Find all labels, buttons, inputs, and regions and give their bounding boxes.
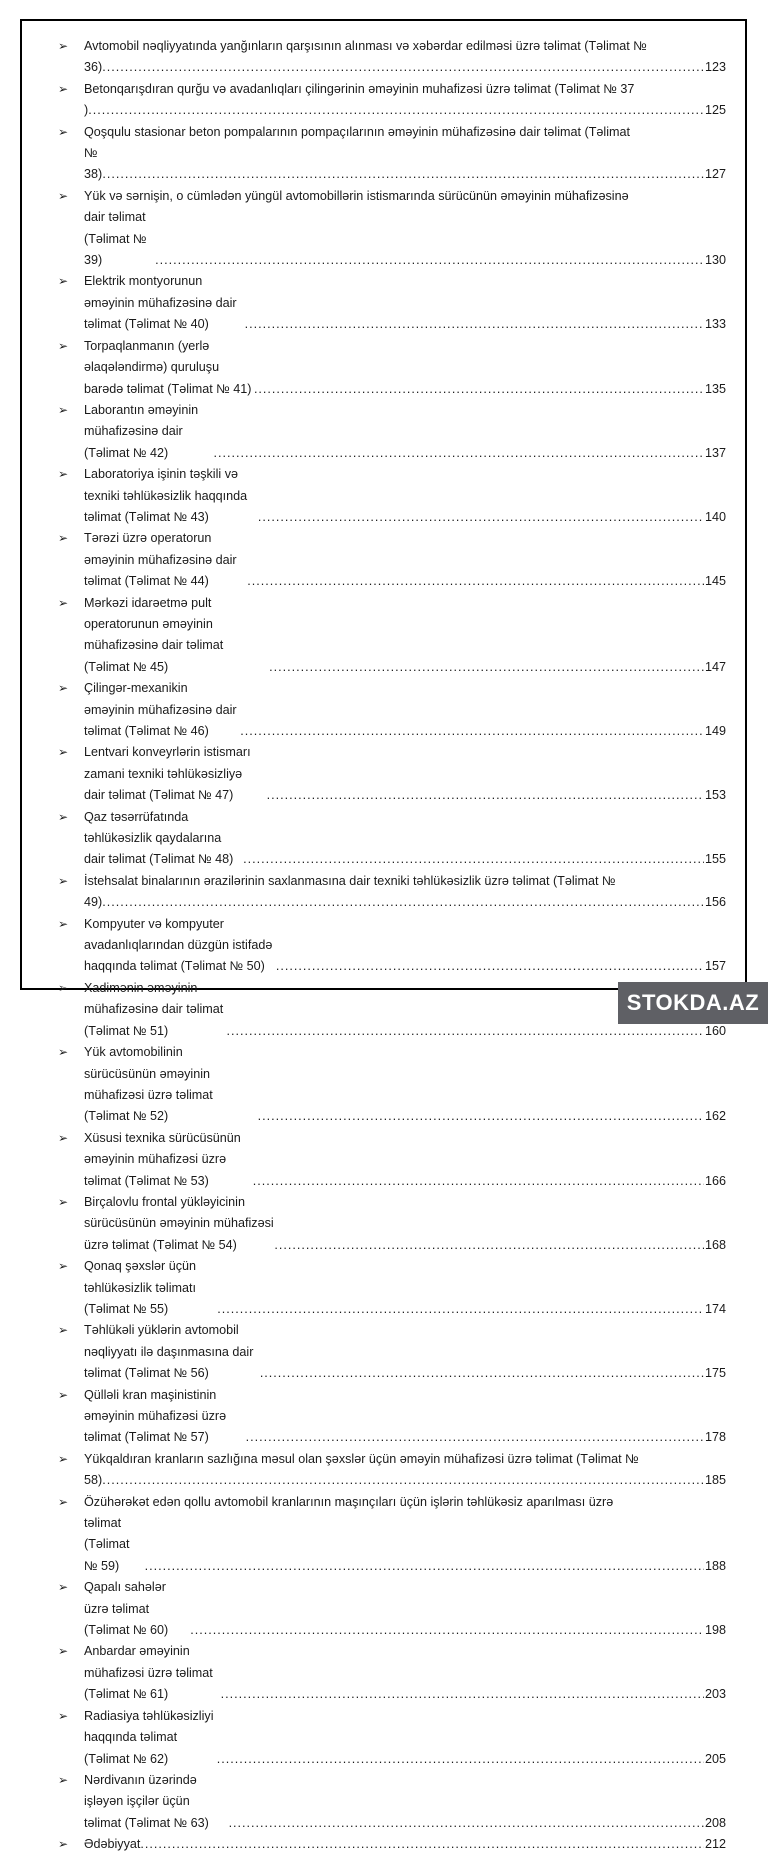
toc-entry-title-line1: Özühərəkət edən qollu avtomobil kranlarının maşınçıları üçün işlərin təhlükəsiz aparılması üzrə bbox=[84, 1494, 614, 1509]
arrow-bullet-icon: ➢ bbox=[58, 1708, 69, 1723]
arrow-bullet-icon: ➢ bbox=[58, 916, 69, 931]
toc-entry-title: Xadimənin əməyinin mühafizəsinə dair təlimat (Təlimat № 51) bbox=[84, 980, 224, 1038]
toc-entry-title: Ədəbiyyat bbox=[84, 1837, 141, 1852]
arrow-bullet-icon: ➢ bbox=[58, 873, 69, 888]
toc-page-number: 125 bbox=[704, 103, 726, 118]
toc-page-number: 157 bbox=[704, 959, 726, 974]
toc-entry-title: Tərəzi üzrə operatorun əməyinin mühafizəsinə dair təlimat (Təlimat № 44) bbox=[84, 531, 237, 589]
toc-entry-title-line1: Betonqarışdıran qurğu və avadanlıqları çilingərinin əməyinin muhafizəsi üzrə təlimat (Təlimat № 37 bbox=[84, 81, 635, 96]
dot-leader bbox=[274, 1235, 704, 1256]
toc-entry[interactable] bbox=[58, 1706, 726, 1770]
toc-page-number: 140 bbox=[704, 509, 726, 524]
arrow-bullet-icon: ➢ bbox=[58, 1387, 69, 1402]
toc-entry-title: 58) bbox=[84, 1473, 103, 1488]
arrow-bullet-icon: ➢ bbox=[58, 467, 69, 482]
toc-entry[interactable] bbox=[58, 336, 726, 400]
toc-entry-title: Qülləli kran maşinistinin əməyinin mühafizəsi üzrə təlimat (Təlimat № 57) bbox=[84, 1387, 227, 1445]
dot-leader bbox=[269, 657, 704, 678]
dot-leader bbox=[253, 1171, 704, 1192]
toc-page-number: 185 bbox=[704, 1473, 726, 1488]
dot-leader bbox=[155, 250, 704, 271]
arrow-bullet-icon: ➢ bbox=[58, 1045, 69, 1060]
arrow-bullet-icon: ➢ bbox=[58, 1130, 69, 1145]
dot-leader bbox=[260, 1363, 704, 1384]
toc-entry[interactable] bbox=[58, 186, 726, 272]
dot-leader bbox=[240, 721, 704, 742]
toc-entry-title-line1: Qoşqulu stasionar beton pompalarının pompaçılarının əməyinin mühafizəsinə dair təlimat (Təlimat bbox=[84, 124, 631, 139]
toc-page-number: 203 bbox=[704, 1687, 726, 1702]
arrow-bullet-icon: ➢ bbox=[58, 531, 69, 546]
dot-leader bbox=[88, 100, 704, 121]
toc-entry-title: Lentvari konveyrlərin istismarı zamani texniki təhlükəsizliyə dair təlimat (Təlimat № 47) bbox=[84, 745, 251, 803]
toc-entry-title: təlimat (Təlimat № 59) bbox=[84, 1516, 130, 1573]
toc-entry[interactable] bbox=[58, 1834, 726, 1855]
toc-entry[interactable] bbox=[58, 914, 726, 978]
dot-leader bbox=[258, 507, 704, 528]
arrow-bullet-icon: ➢ bbox=[58, 274, 69, 289]
dot-leader bbox=[102, 1470, 704, 1491]
toc-page-number: 208 bbox=[704, 1815, 726, 1830]
toc-entry[interactable] bbox=[58, 742, 726, 806]
toc-page-number: 178 bbox=[704, 1430, 726, 1445]
toc-page-number: 212 bbox=[704, 1837, 726, 1852]
toc-page-number: 166 bbox=[704, 1173, 726, 1188]
dot-leader bbox=[217, 1299, 704, 1320]
toc-page-number: 168 bbox=[704, 1237, 726, 1252]
toc-entry-title: Mərkəzi idarəetmə pult operatorunun əməyinin mühafizəsinə dair təlimat (Təlimat № 45) bbox=[84, 595, 224, 674]
toc-entry-title: Qonaq şəxslər üçün təhlükəsizlik təlimatı (Təlimat № 55) bbox=[84, 1259, 197, 1316]
watermark-logo: STOKDA.AZ bbox=[618, 982, 768, 1024]
toc-entry-title-line1: Avtomobil nəqliyyatında yanğınların qarşısının alınması və xəbərdar edilməsi üzrə təlimat (Təlimat № bbox=[84, 39, 647, 53]
arrow-bullet-icon: ➢ bbox=[58, 595, 69, 610]
toc-entry-title: Nərdivanın üzərində işləyən işçilər üçün təlimat (Təlimat № 63) bbox=[84, 1772, 209, 1830]
arrow-bullet-icon: ➢ bbox=[58, 188, 69, 203]
arrow-bullet-icon: ➢ bbox=[58, 1580, 69, 1595]
toc-entry-title-line1: Yükqaldıran kranların sazlığına məsul olan şəxslər üçün əməyin mühafizəsi üzrə təlimat (Təlimat № bbox=[84, 1451, 639, 1466]
arrow-bullet-icon: ➢ bbox=[58, 1644, 69, 1659]
dot-leader bbox=[102, 892, 704, 913]
toc-entry-title: Laboratoriya işinin təşkili və texniki təhlükəsizlik haqqında təlimat (Təlimat № 43) bbox=[84, 467, 248, 524]
arrow-bullet-icon: ➢ bbox=[58, 338, 69, 353]
toc-entry[interactable] bbox=[58, 1042, 726, 1128]
toc-entry-title: Torpaqlanmanın (yerlə əlaqələndirmə) quruluşu barədə təlimat (Təlimat № 41) bbox=[84, 338, 252, 396]
toc-entry-title: Təhlükəli yüklərin avtomobil nəqliyyatı ilə daşınmasına dair təlimat (Təlimat № 56) bbox=[84, 1323, 254, 1381]
toc-entry[interactable] bbox=[58, 1128, 726, 1192]
toc-entry-title: Çilingər-mexanikin əməyinin mühafizəsinə dair təlimat (Təlimat № 46) bbox=[84, 681, 237, 738]
arrow-bullet-icon: ➢ bbox=[58, 1451, 69, 1466]
toc-page-number: 149 bbox=[704, 724, 726, 738]
arrow-bullet-icon: ➢ bbox=[58, 980, 69, 995]
toc-entry[interactable] bbox=[58, 36, 726, 79]
dot-leader bbox=[254, 379, 704, 400]
arrow-bullet-icon: ➢ bbox=[58, 81, 69, 96]
arrow-bullet-icon: ➢ bbox=[58, 402, 69, 417]
toc-entry[interactable] bbox=[58, 528, 726, 592]
toc-entry[interactable] bbox=[58, 807, 726, 871]
dot-leader bbox=[217, 1749, 704, 1770]
toc-entry[interactable] bbox=[58, 1320, 726, 1384]
dot-leader bbox=[229, 1813, 704, 1834]
dot-leader bbox=[140, 1834, 704, 1855]
toc-page-number: 156 bbox=[704, 895, 726, 910]
dot-leader bbox=[267, 785, 704, 806]
dot-leader bbox=[190, 1620, 704, 1641]
toc-entry[interactable] bbox=[58, 1641, 726, 1705]
dot-leader bbox=[243, 849, 704, 870]
arrow-bullet-icon: ➢ bbox=[58, 1259, 69, 1274]
toc-entry[interactable] bbox=[58, 1449, 726, 1492]
toc-entry-title-line1: İstehsalat binalarının ərazilərinin saxlanmasına dair texniki təhlükəsizlik üzrə təlimat (Təlimat № bbox=[84, 873, 616, 888]
arrow-bullet-icon: ➢ bbox=[58, 1494, 69, 1509]
toc-entry[interactable] bbox=[58, 1492, 726, 1578]
toc-page-number: 135 bbox=[704, 381, 726, 396]
arrow-bullet-icon: ➢ bbox=[58, 1772, 69, 1787]
toc-entry-title: ) bbox=[84, 103, 89, 118]
toc-entry[interactable] bbox=[58, 1577, 726, 1641]
dot-leader bbox=[145, 1556, 704, 1577]
toc-page-number: 198 bbox=[704, 1623, 726, 1638]
toc-page-number: 174 bbox=[704, 1301, 726, 1316]
toc-entry[interactable] bbox=[58, 871, 726, 914]
toc-entry-title: Anbardar əməyinin mühafizəsi üzrə təlimat (Təlimat № 61) bbox=[84, 1644, 213, 1702]
toc-entry-title-line1: Yük və sərnişin, o cümlədən yüngül avtomobillərin istismarında sürücünün əməyinin mühafizəsinə bbox=[84, 188, 629, 203]
toc-entry-title: Laborantın əməyinin mühafizəsinə dair (Təlimat № 42) bbox=[84, 402, 199, 460]
arrow-bullet-icon: ➢ bbox=[58, 39, 69, 53]
toc-entry-title: Qaz təsərrüfatında təhlükəsizlik qaydalarına dair təlimat (Təlimat № 48) bbox=[84, 809, 234, 867]
toc-page-number: 155 bbox=[704, 852, 726, 867]
toc-entry-title: Xüsusi texnika sürücüsünün əməyinin mühafizəsi üzrə təlimat (Təlimat № 53) bbox=[84, 1130, 241, 1188]
toc-page-number: 130 bbox=[704, 253, 726, 268]
toc-page-number: 133 bbox=[704, 317, 726, 332]
table-of-contents bbox=[58, 36, 726, 1856]
arrow-bullet-icon: ➢ bbox=[58, 809, 69, 824]
toc-page-number: 147 bbox=[704, 659, 726, 674]
toc-entry[interactable] bbox=[58, 271, 726, 335]
toc-entry[interactable] bbox=[58, 593, 726, 679]
toc-page-number: 205 bbox=[704, 1751, 726, 1766]
toc-entry-title: 49) bbox=[84, 895, 103, 910]
dot-leader bbox=[102, 57, 704, 78]
arrow-bullet-icon: ➢ bbox=[58, 745, 69, 760]
arrow-bullet-icon: ➢ bbox=[58, 1194, 69, 1209]
toc-entry[interactable] bbox=[58, 464, 726, 528]
toc-entry-title: Kompyuter və kompyuter avadanlıqlarından düzgün istifadə haqqında təlimat (Təlimat № 50) bbox=[84, 916, 273, 974]
toc-page-number: 153 bbox=[704, 788, 726, 803]
toc-entry[interactable] bbox=[58, 400, 726, 464]
toc-page-number: 160 bbox=[704, 1023, 726, 1038]
dot-leader bbox=[258, 1106, 704, 1127]
arrow-bullet-icon: ➢ bbox=[58, 681, 69, 696]
toc-entry-title: Qapalı sahələr üzrə təlimat (Təlimat № 60) bbox=[84, 1580, 169, 1638]
toc-page-number: 145 bbox=[704, 574, 726, 589]
toc-entry[interactable] bbox=[58, 1770, 726, 1834]
toc-page-number: 123 bbox=[704, 60, 726, 75]
dot-leader bbox=[276, 956, 704, 977]
toc-entry-title: № 38) bbox=[84, 146, 103, 182]
toc-entry-title: 36) bbox=[84, 60, 103, 75]
dot-leader bbox=[245, 314, 704, 335]
dot-leader bbox=[247, 571, 704, 592]
toc-entry-title: Yük avtomobilinin sürücüsünün əməyinin mühafizəsi üzrə təlimat (Təlimat № 52) bbox=[84, 1045, 213, 1124]
toc-entry-title: Radiasiya təhlükəsizliyi haqqında təlimat (Təlimat № 62) bbox=[84, 1708, 214, 1766]
toc-page-number: 127 bbox=[704, 167, 726, 182]
toc-entry-title: Birçalovlu frontal yükləyicinin sürücüsünün əməyinin mühafizəsi üzrə təlimat (Təlimat № 54) bbox=[84, 1194, 274, 1252]
dot-leader bbox=[213, 443, 704, 464]
toc-page-number: 175 bbox=[704, 1366, 726, 1381]
toc-page-number: 188 bbox=[704, 1558, 726, 1573]
toc-page-number: 137 bbox=[704, 445, 726, 460]
dot-leader bbox=[221, 1684, 704, 1705]
toc-entry-title: dair təlimat (Təlimat № 39) bbox=[84, 210, 147, 268]
arrow-bullet-icon: ➢ bbox=[58, 1837, 69, 1852]
toc-entry[interactable] bbox=[58, 678, 726, 742]
dot-leader bbox=[102, 164, 704, 185]
arrow-bullet-icon: ➢ bbox=[58, 124, 69, 139]
arrow-bullet-icon: ➢ bbox=[58, 1323, 69, 1338]
toc-page-number: 162 bbox=[704, 1109, 726, 1124]
toc-entry[interactable] bbox=[58, 1192, 726, 1256]
toc-entry[interactable] bbox=[58, 79, 726, 122]
dot-leader bbox=[246, 1427, 704, 1448]
toc-entry[interactable] bbox=[58, 122, 726, 186]
toc-entry-title: Elektrik montyorunun əməyinin mühafizəsinə dair təlimat (Təlimat № 40) bbox=[84, 274, 237, 332]
toc-entry[interactable] bbox=[58, 1256, 726, 1320]
toc-entry[interactable] bbox=[58, 1385, 726, 1449]
